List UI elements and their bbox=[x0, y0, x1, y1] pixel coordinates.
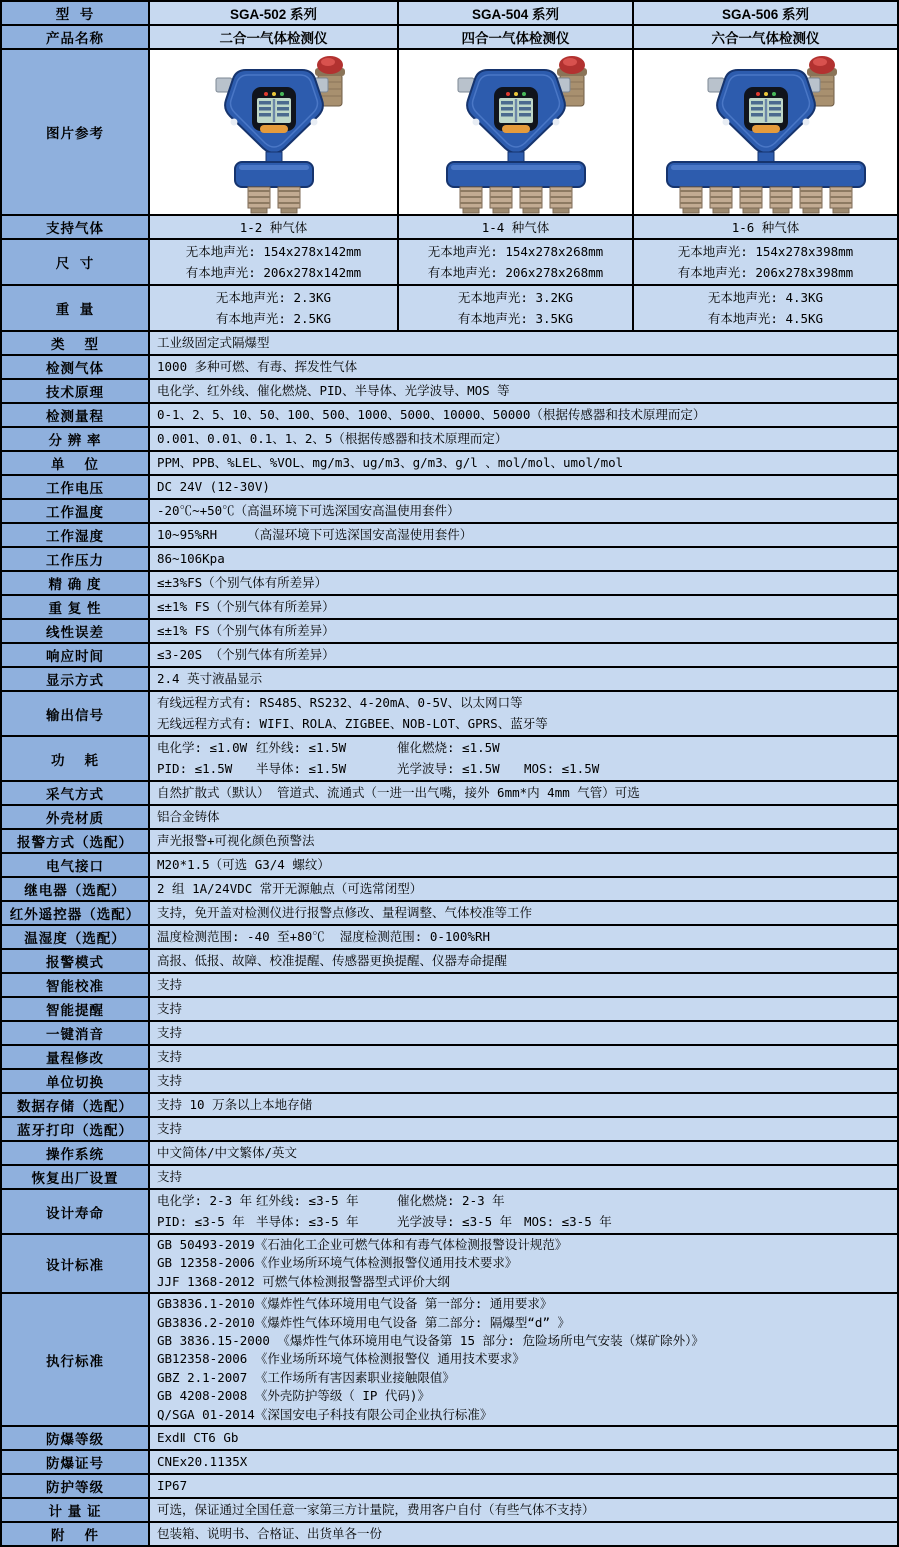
value-item: 红外线: ≤3-5 年 bbox=[256, 1193, 359, 1208]
model-name: SGA-502 系列 bbox=[150, 2, 399, 24]
spec-value bbox=[150, 1427, 897, 1449]
spec-value bbox=[150, 1094, 897, 1116]
gas-sensor-head bbox=[830, 187, 852, 213]
spec-row bbox=[2, 522, 897, 546]
weight-row-cell bbox=[150, 286, 399, 330]
spec-row bbox=[2, 594, 897, 618]
row-label-image: 图片参考 bbox=[2, 50, 150, 214]
spec-value bbox=[150, 428, 897, 450]
spec-row bbox=[2, 570, 897, 594]
value-line: 声光报警+可视化颜色预警法 bbox=[157, 832, 315, 848]
spec-value bbox=[150, 572, 897, 594]
spec-value bbox=[150, 878, 897, 900]
product-image bbox=[399, 50, 634, 214]
value-line: 工业级固定式隔爆型 bbox=[157, 334, 270, 350]
spec-value bbox=[150, 902, 897, 924]
value-line: 铝合金铸体 bbox=[157, 808, 220, 824]
detector-screen bbox=[494, 87, 538, 133]
spec-value bbox=[150, 1046, 897, 1068]
value-line: 高报、低报、故障、校准提醒、传感器更换提醒、仪器寿命提醒 bbox=[157, 952, 508, 968]
spec-row bbox=[2, 900, 897, 924]
model-name: SGA-506 系列 bbox=[634, 2, 897, 24]
model-name: SGA-504 系列 bbox=[399, 2, 634, 24]
spec-value bbox=[150, 1499, 897, 1521]
spec-label: 功 耗 bbox=[2, 737, 150, 780]
row-label-gases: 支持气体 bbox=[2, 216, 150, 238]
spec-value bbox=[150, 1166, 897, 1188]
spec-value bbox=[150, 692, 897, 735]
spec-label: 工作温度 bbox=[2, 500, 150, 522]
spec-row bbox=[2, 1116, 897, 1140]
spec-value bbox=[150, 974, 897, 996]
spec-label: 显示方式 bbox=[2, 668, 150, 690]
spec-row bbox=[2, 1140, 897, 1164]
value-line: 支持 bbox=[157, 1168, 183, 1184]
detector-screen bbox=[252, 87, 296, 133]
product-name: 二合一气体检测仪 bbox=[150, 26, 399, 48]
value-line: 10~95%RH （高湿环境下可选深国安高湿使用套件） bbox=[157, 526, 473, 542]
value-line: 有本地声光: 2.5KG bbox=[215, 311, 332, 326]
value-line bbox=[157, 1212, 890, 1233]
spec-row bbox=[2, 948, 897, 972]
value-line: 支持 bbox=[157, 976, 183, 992]
value-line: ≤±3%FS（个别气体有所差异） bbox=[157, 574, 328, 590]
spec-row bbox=[2, 426, 897, 450]
value-line: CNEx20.1135X bbox=[157, 1453, 248, 1469]
spec-value bbox=[150, 806, 897, 828]
gas-detector-illustration bbox=[396, 50, 636, 214]
value-line: GB 50493-2019《石油化工企业可燃气体和有毒气体检测报警设计规范》 bbox=[157, 1237, 568, 1252]
spec-label: 输出信号 bbox=[2, 692, 150, 735]
spec-label: 工作湿度 bbox=[2, 524, 150, 546]
value-line: 有线远程方式有: RS485、RS232、4-20mA、0-5V、以太网口等 bbox=[157, 695, 523, 710]
value-line: GB 3836.15-2000 《爆炸性气体环境用电气设备第 15 部分: 危险场所电气安装（煤矿除外）》 bbox=[157, 1333, 704, 1349]
value-line: 2 组 1A/24VDC 常开无源触点（可选常闭型） bbox=[157, 880, 423, 896]
spec-row bbox=[2, 666, 897, 690]
spec-row bbox=[2, 1092, 897, 1116]
value-line: 包装箱、说明书、合格证、出货单各一份 bbox=[157, 1525, 383, 1541]
gas-sensor-head bbox=[740, 187, 762, 213]
value-line: 支持 10 万条以上本地存储 bbox=[157, 1096, 313, 1112]
spec-label: 数据存储（选配） bbox=[2, 1094, 150, 1116]
gas-sensor-head bbox=[800, 187, 822, 213]
spec-value bbox=[150, 782, 897, 804]
value-item: PID: ≤1.5W bbox=[157, 760, 233, 776]
spec-label: 线性误差 bbox=[2, 620, 150, 642]
value-line: 支持 bbox=[157, 1072, 183, 1088]
product-name: 四合一气体检测仪 bbox=[399, 26, 634, 48]
spec-value bbox=[150, 548, 897, 570]
value-line: GBZ 2.1-2007 《工作场所有害因素职业接触限值》 bbox=[157, 1369, 455, 1385]
value-line: M20*1.5（可选 G3/4 螺纹） bbox=[157, 856, 330, 872]
value-line: ≤3-20S （个别气体有所差异） bbox=[157, 646, 335, 662]
spec-value bbox=[150, 1451, 897, 1473]
spec-value bbox=[150, 332, 897, 354]
gas-sensor-head bbox=[248, 187, 270, 213]
gas-count: 1-6 种气体 bbox=[634, 216, 897, 238]
spec-row bbox=[2, 852, 897, 876]
value-line: 0-1、2、5、10、50、100、500、1000、5000、10000、50000（根据传感器和技术原理而定） bbox=[157, 406, 706, 422]
gas-sensor-head bbox=[278, 187, 300, 213]
spec-label: 精 确 度 bbox=[2, 572, 150, 594]
spec-value bbox=[150, 1294, 897, 1425]
value-line: 自然扩散式（默认） 管道式、流通式（一进一出气嘴，接外 6mm*内 4mm 气管）可选 bbox=[157, 784, 640, 800]
spec-value bbox=[150, 830, 897, 852]
spec-label: 报警模式 bbox=[2, 950, 150, 972]
value-item bbox=[524, 738, 890, 759]
value-line: JJF 1368-2012 可燃气体检测报警器型式评价大纲 bbox=[157, 1273, 450, 1289]
spec-value bbox=[150, 998, 897, 1020]
value-item: PID: ≤3-5 年 bbox=[157, 1213, 245, 1229]
gas-sensor-head bbox=[550, 187, 572, 213]
value-line: 无本地声光: 154x278x268mm bbox=[427, 244, 604, 259]
value-item bbox=[524, 1191, 890, 1212]
value-line: PPM、PPB、%LEL、%VOL、mg/m3、ug/m3、g/m3、g/l 、mol/mol、umol/mol bbox=[157, 454, 624, 470]
spec-value bbox=[150, 500, 897, 522]
spec-value bbox=[150, 356, 897, 378]
spec-row bbox=[2, 1425, 897, 1449]
spec-label: 工作电压 bbox=[2, 476, 150, 498]
spec-label: 检测气体 bbox=[2, 356, 150, 378]
value-line: 支持 bbox=[157, 1048, 183, 1064]
spec-row bbox=[2, 1292, 897, 1425]
spec-label: 设计寿命 bbox=[2, 1190, 150, 1233]
spec-label: 执行标准 bbox=[2, 1294, 150, 1425]
detector-screen bbox=[744, 87, 788, 133]
row-label: 重 量 bbox=[2, 286, 150, 330]
spec-row bbox=[2, 996, 897, 1020]
product-image bbox=[150, 50, 399, 214]
spec-label: 采气方式 bbox=[2, 782, 150, 804]
value-line: -20℃~+50℃（高温环境下可选深国安高温使用套件） bbox=[157, 502, 460, 518]
spec-value bbox=[150, 926, 897, 948]
value-line: IP67 bbox=[157, 1477, 188, 1493]
value-line: 电化学、红外线、催化燃烧、PID、半导体、光学波导、MOS 等 bbox=[157, 382, 510, 398]
dimensions-row-cell bbox=[150, 240, 399, 284]
value-line: 86~106Kpa bbox=[157, 550, 225, 566]
value-line: GB12358-2006 《作业场所环境气体检测报警仪 通用技术要求》 bbox=[157, 1351, 525, 1367]
spec-label: 恢复出厂设置 bbox=[2, 1166, 150, 1188]
value-line: 支持，免开盖对检测仪进行报警点修改、量程调整、气体校准等工作 bbox=[157, 904, 533, 920]
gas-sensor-head bbox=[680, 187, 702, 213]
spec-label: 电气接口 bbox=[2, 854, 150, 876]
value-item: 电化学: 2-3 年 bbox=[157, 1193, 253, 1208]
dimensions-row-cell bbox=[634, 240, 897, 284]
value-line bbox=[157, 1191, 890, 1212]
value-line: 无线远程方式有: WIFI、ROLA、ZIGBEE、NOB-LOT、GPRS、蓝牙等 bbox=[157, 715, 548, 731]
spec-label: 单 位 bbox=[2, 452, 150, 474]
value-item: 电化学: ≤1.0W bbox=[157, 740, 248, 755]
value-item: MOS: ≤1.5W bbox=[524, 760, 600, 776]
spec-value bbox=[150, 950, 897, 972]
gas-count: 1-2 种气体 bbox=[150, 216, 399, 238]
spec-row bbox=[2, 546, 897, 570]
spec-label: 分 辨 率 bbox=[2, 428, 150, 450]
spec-label: 类 型 bbox=[2, 332, 150, 354]
spec-value bbox=[150, 452, 897, 474]
spec-value bbox=[150, 1070, 897, 1092]
value-line: 无本地声光: 3.2KG bbox=[457, 290, 574, 305]
value-line: GB 4208-2008 《外壳防护等级（ IP 代码)》 bbox=[157, 1388, 430, 1404]
value-line: 有本地声光: 206x278x142mm bbox=[185, 265, 362, 280]
value-line: DC 24V (12-30V) bbox=[157, 478, 270, 494]
spec-label: 智能校准 bbox=[2, 974, 150, 996]
spec-value bbox=[150, 1022, 897, 1044]
spec-row bbox=[2, 735, 897, 780]
spec-value bbox=[150, 1118, 897, 1140]
spec-label: 重 复 性 bbox=[2, 596, 150, 618]
product-name-row bbox=[2, 24, 897, 48]
gas-sensor-head bbox=[490, 187, 512, 213]
spec-row bbox=[2, 402, 897, 426]
spec-row bbox=[2, 1020, 897, 1044]
dimensions-row-cell bbox=[399, 240, 634, 284]
spec-row bbox=[2, 498, 897, 522]
value-line: 0.001、0.01、0.1、1、2、5（根据传感器和技术原理而定） bbox=[157, 430, 508, 446]
spec-row bbox=[2, 330, 897, 354]
spec-value bbox=[150, 668, 897, 690]
value-line: 有本地声光: 206x278x268mm bbox=[427, 265, 604, 280]
spec-value bbox=[150, 596, 897, 618]
spec-label: 附 件 bbox=[2, 1523, 150, 1545]
value-line: 2.4 英寸液晶显示 bbox=[157, 670, 263, 686]
spec-label: 响应时间 bbox=[2, 644, 150, 666]
spec-row bbox=[2, 1521, 897, 1545]
spec-label: 工作压力 bbox=[2, 548, 150, 570]
value-line: 支持 bbox=[157, 1000, 183, 1016]
weight-row-cell bbox=[634, 286, 897, 330]
value-item: 光学波导: ≤3-5 年 bbox=[397, 1213, 513, 1229]
spec-row bbox=[2, 618, 897, 642]
value-line: 中文简体/中文繁体/英文 bbox=[157, 1144, 298, 1160]
gas-sensor-head bbox=[520, 187, 542, 213]
spec-row bbox=[2, 828, 897, 852]
spec-label: 设计标准 bbox=[2, 1235, 150, 1292]
spec-label: 操作系统 bbox=[2, 1142, 150, 1164]
spec-row bbox=[2, 1473, 897, 1497]
gas-sensor-head bbox=[460, 187, 482, 213]
value-item: 半导体: ≤1.5W bbox=[256, 760, 347, 776]
value-line: 无本地声光: 4.3KG bbox=[707, 290, 824, 305]
spec-row bbox=[2, 1044, 897, 1068]
spec-label: 红外遥控器（选配） bbox=[2, 902, 150, 924]
value-line: GB3836.2-2010《爆炸性气体环境用电气设备 第二部分: 隔爆型“d” 》 bbox=[157, 1314, 571, 1330]
value-item: 半导体: ≤3-5 年 bbox=[256, 1213, 359, 1229]
spec-label: 防护等级 bbox=[2, 1475, 150, 1497]
value-item: MOS: ≤3-5 年 bbox=[524, 1213, 612, 1229]
value-line: 支持 bbox=[157, 1120, 183, 1136]
value-line: 有本地声光: 4.5KG bbox=[707, 311, 824, 326]
gas-sensor-head bbox=[770, 187, 792, 213]
row-label: 尺 寸 bbox=[2, 240, 150, 284]
spec-row bbox=[2, 1164, 897, 1188]
spec-value bbox=[150, 1475, 897, 1497]
spec-row bbox=[2, 378, 897, 402]
value-line bbox=[157, 738, 890, 759]
spec-label: 一键消音 bbox=[2, 1022, 150, 1044]
spec-value bbox=[150, 620, 897, 642]
spec-row bbox=[2, 1497, 897, 1521]
spec-label: 量程修改 bbox=[2, 1046, 150, 1068]
value-item: 光学波导: ≤1.5W bbox=[397, 760, 500, 776]
value-item: 催化燃烧: ≤1.5W bbox=[397, 740, 500, 755]
spec-label: 防爆等级 bbox=[2, 1427, 150, 1449]
spec-row bbox=[2, 474, 897, 498]
value-line bbox=[157, 759, 890, 780]
gas-count: 1-4 种气体 bbox=[399, 216, 634, 238]
value-line: 无本地声光: 154x278x398mm bbox=[677, 244, 854, 259]
row-label-model: 型 号 bbox=[2, 2, 150, 24]
model-header-row bbox=[2, 2, 897, 24]
spec-label: 智能提醒 bbox=[2, 998, 150, 1020]
spec-value bbox=[150, 737, 897, 780]
spec-value bbox=[150, 524, 897, 546]
spec-row bbox=[2, 780, 897, 804]
value-line: 无本地声光: 2.3KG bbox=[215, 290, 332, 305]
spec-label: 检测量程 bbox=[2, 404, 150, 426]
value-line: 有本地声光: 206x278x398mm bbox=[677, 265, 854, 280]
spec-row bbox=[2, 642, 897, 666]
value-line: GB 12358-2006《作业场所环境气体检测报警仪通用技术要求》 bbox=[157, 1255, 518, 1271]
spec-row bbox=[2, 1188, 897, 1233]
dimensions-row bbox=[2, 238, 897, 284]
value-line: ExdⅡ CT6 Gb bbox=[157, 1429, 239, 1445]
gas-detector-illustration bbox=[646, 50, 886, 214]
product-image bbox=[634, 50, 897, 214]
spec-label: 防爆证号 bbox=[2, 1451, 150, 1473]
spec-label: 继电器（选配） bbox=[2, 878, 150, 900]
spec-row bbox=[2, 876, 897, 900]
product-name: 六合一气体检测仪 bbox=[634, 26, 897, 48]
spec-value bbox=[150, 476, 897, 498]
spec-value bbox=[150, 854, 897, 876]
value-item: 红外线: ≤1.5W bbox=[256, 740, 347, 755]
spec-row bbox=[2, 354, 897, 378]
value-line: 无本地声光: 154x278x142mm bbox=[185, 244, 362, 259]
spec-value bbox=[150, 380, 897, 402]
spec-value bbox=[150, 644, 897, 666]
spec-value bbox=[150, 1142, 897, 1164]
spec-label: 外壳材质 bbox=[2, 806, 150, 828]
spec-row bbox=[2, 804, 897, 828]
value-line: 有本地声光: 3.5KG bbox=[457, 311, 574, 326]
value-item: 催化燃烧: 2-3 年 bbox=[397, 1193, 505, 1208]
spec-label: 报警方式（选配） bbox=[2, 830, 150, 852]
gas-detector-illustration bbox=[154, 50, 394, 214]
spec-row bbox=[2, 1449, 897, 1473]
spec-row bbox=[2, 450, 897, 474]
value-line: ≤±1% FS（个别气体有所差异） bbox=[157, 598, 335, 614]
supported-gases-row bbox=[2, 214, 897, 238]
gas-sensor-head bbox=[710, 187, 732, 213]
weight-row bbox=[2, 284, 897, 330]
image-reference-row bbox=[2, 48, 897, 214]
spec-label: 技术原理 bbox=[2, 380, 150, 402]
spec-label: 单位切换 bbox=[2, 1070, 150, 1092]
value-line: 可选，保证通过全国任意一家第三方计量院，费用客户自付（有些气体不支持） bbox=[157, 1501, 595, 1517]
spec-value bbox=[150, 404, 897, 426]
value-line: ≤±1% FS（个别气体有所差异） bbox=[157, 622, 335, 638]
spec-row bbox=[2, 924, 897, 948]
spec-row bbox=[2, 1233, 897, 1292]
spec-value bbox=[150, 1523, 897, 1545]
value-line: GB3836.1-2010《爆炸性气体环境用电气设备 第一部分: 通用要求》 bbox=[157, 1296, 553, 1312]
spec-label: 蓝牙打印（选配） bbox=[2, 1118, 150, 1140]
value-line: 1000 多种可燃、有毒、挥发性气体 bbox=[157, 358, 358, 374]
spec-row bbox=[2, 972, 897, 996]
spec-value bbox=[150, 1190, 897, 1233]
value-line: 支持 bbox=[157, 1024, 183, 1040]
value-line: Q/SGA 01-2014《深国安电子科技有限公司企业执行标准》 bbox=[157, 1406, 493, 1422]
spec-row bbox=[2, 1068, 897, 1092]
row-label-product: 产品名称 bbox=[2, 26, 150, 48]
spec-label: 温湿度（选配） bbox=[2, 926, 150, 948]
spec-label: 计 量 证 bbox=[2, 1499, 150, 1521]
spec-value bbox=[150, 1235, 897, 1292]
value-line: 温度检测范围: -40 至+80℃ 湿度检测范围: 0-100%RH bbox=[157, 928, 491, 944]
weight-row-cell bbox=[399, 286, 634, 330]
spec-row bbox=[2, 690, 897, 735]
